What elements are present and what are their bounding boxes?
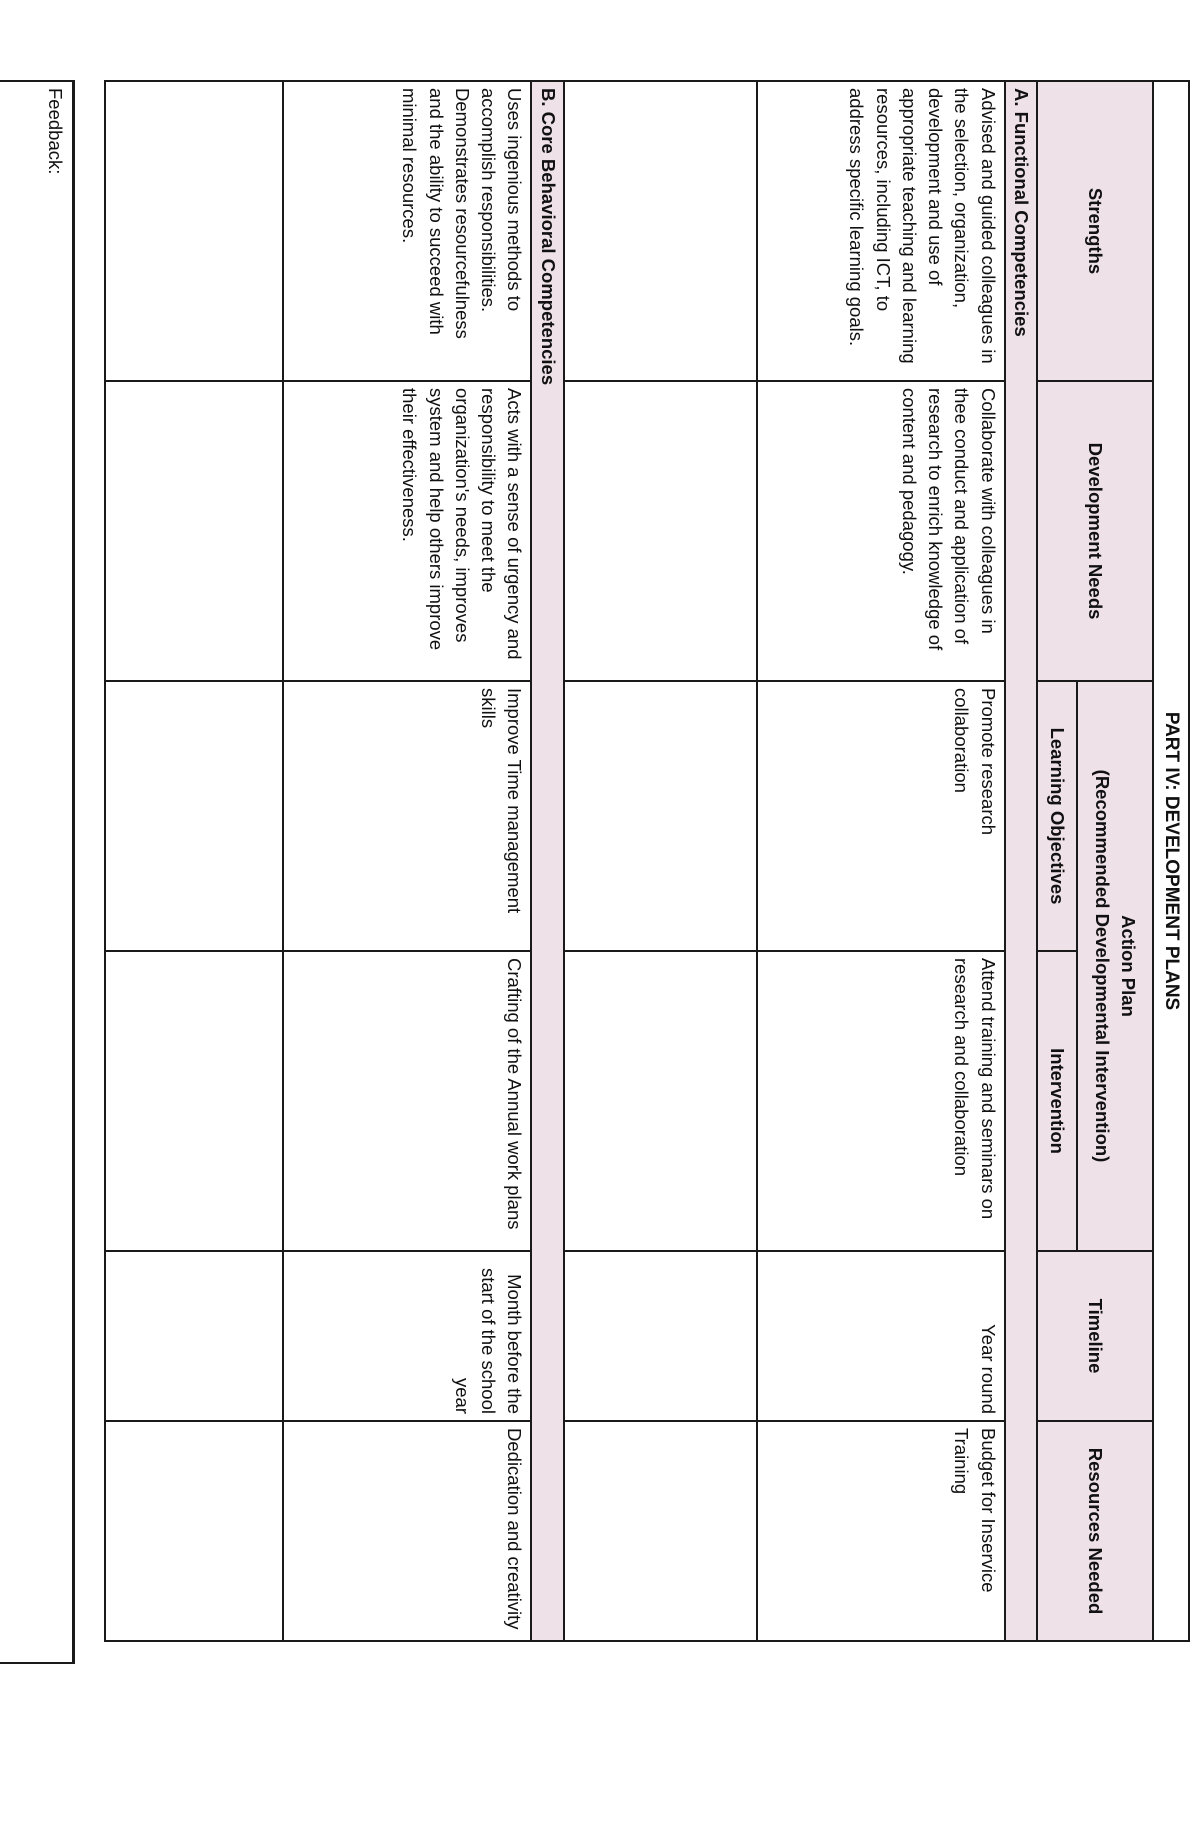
part-title: PART IV: DEVELOPMENT PLANS	[1153, 81, 1189, 1641]
strengths-cell: Advised and guided colleagues in the selection, organization, development and use of appropriate teaching and learning resources, including ICT, to address specific learning goals.	[757, 81, 1005, 381]
action-plan-label: Action Plan	[1118, 915, 1140, 1017]
feedback-box	[0, 80, 75, 1664]
header-resources-needed: Resources Needed	[1037, 1421, 1153, 1641]
table-row	[105, 81, 283, 1641]
header-learning-objectives: Learning Objectives	[1037, 681, 1077, 951]
learning-objectives-cell: Improve Time management skills	[283, 681, 531, 951]
development-plan-sheet	[10, 80, 1190, 1730]
timeline-cell: Month before the start of the school year	[283, 1251, 531, 1421]
table-row	[564, 81, 757, 1641]
timeline-cell: Year round	[757, 1251, 1005, 1421]
resources-cell: Budget for Inservice Training	[757, 1421, 1005, 1641]
development-needs-cell: Acts with a sense of urgency and responsibility to meet the organization's needs, improves system and help others improve their effectiveness.	[283, 381, 531, 681]
intervention-cell: Attend training and seminars on research and collaboration	[757, 951, 1005, 1251]
header-intervention: Intervention	[1037, 951, 1077, 1251]
resources-cell: Dedication and creativity	[283, 1421, 531, 1641]
table-row	[283, 81, 531, 1641]
learning-objectives-cell: Promote research collaboration	[757, 681, 1005, 951]
header-strengths: Strengths	[1037, 81, 1153, 381]
section-title: A. Functional Competencies	[1005, 81, 1037, 1641]
development-plans-table	[104, 80, 1190, 1642]
header-development-needs: Development Needs	[1037, 381, 1153, 681]
header-timeline: Timeline	[1037, 1251, 1153, 1421]
development-needs-cell: Collaborate with colleagues in thee conduct and application of research to enrich knowledge of content and pedagogy.	[757, 381, 1005, 681]
intervention-cell: Crafting of the Annual work plans	[283, 951, 531, 1251]
header-action-plan	[1077, 681, 1153, 1251]
section-title: B. Core Behavioral Competencies	[531, 81, 563, 1641]
feedback-label: Feedback:	[45, 88, 66, 175]
action-plan-sublabel: (Recommended Developmental Intervention)	[1092, 769, 1113, 1163]
strengths-cell: Uses ingenious methods to accomplish responsibilities. Demonstrates resourcefulness and the ability to succeed with minimal resources.	[283, 81, 531, 381]
table-row	[757, 81, 1005, 1641]
